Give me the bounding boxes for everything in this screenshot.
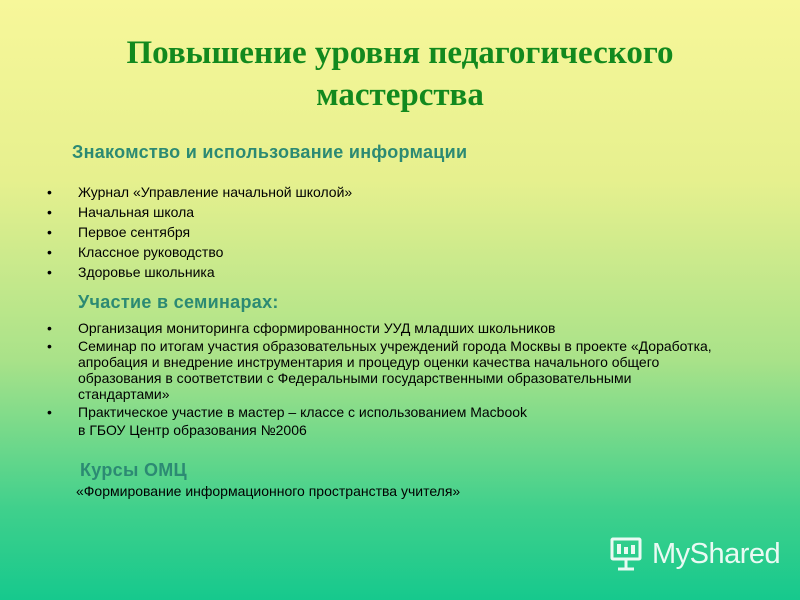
section-heading-info: Знакомство и использование информации — [72, 142, 468, 162]
section-heading-seminars: Участие в семинарах: — [78, 292, 279, 312]
list-item: • Организация мониторинга сформированности УУД младших школьников — [47, 320, 717, 336]
seminars-list — [47, 320, 717, 440]
section-heading-courses: Курсы ОМЦ — [80, 460, 187, 480]
watermark-logo — [608, 534, 783, 574]
list-item-continuation: в ГБОУ Центр образования №2006 — [78, 422, 307, 438]
list-item: • Семинар по итогам участия образовательных учреждений города Москвы в проекте «Доработка, апробация и внедрение инструментария и процедур оценки качества начального общего образования в соответствии с Федеральными государственными образовательными стандартами» — [47, 338, 717, 402]
presentation-board-icon — [608, 535, 646, 573]
list-item: • Практическое участие в мастер – классе с использованием Macbook — [47, 404, 717, 420]
watermark-text: MyShared — [652, 537, 781, 570]
info-list — [47, 183, 747, 283]
slide-title: Повышение уровня педагогического мастерства — [126, 35, 674, 113]
list-item: • Первое сентября — [47, 223, 747, 241]
list-item: • Здоровье школьника — [47, 263, 747, 281]
list-item: • Начальная школа — [47, 203, 747, 221]
list-item: • Классное руководство — [47, 243, 747, 261]
courses-text: «Формирование информационного пространства учителя» — [76, 483, 461, 499]
list-item: • Журнал «Управление начальной школой» — [47, 183, 747, 201]
